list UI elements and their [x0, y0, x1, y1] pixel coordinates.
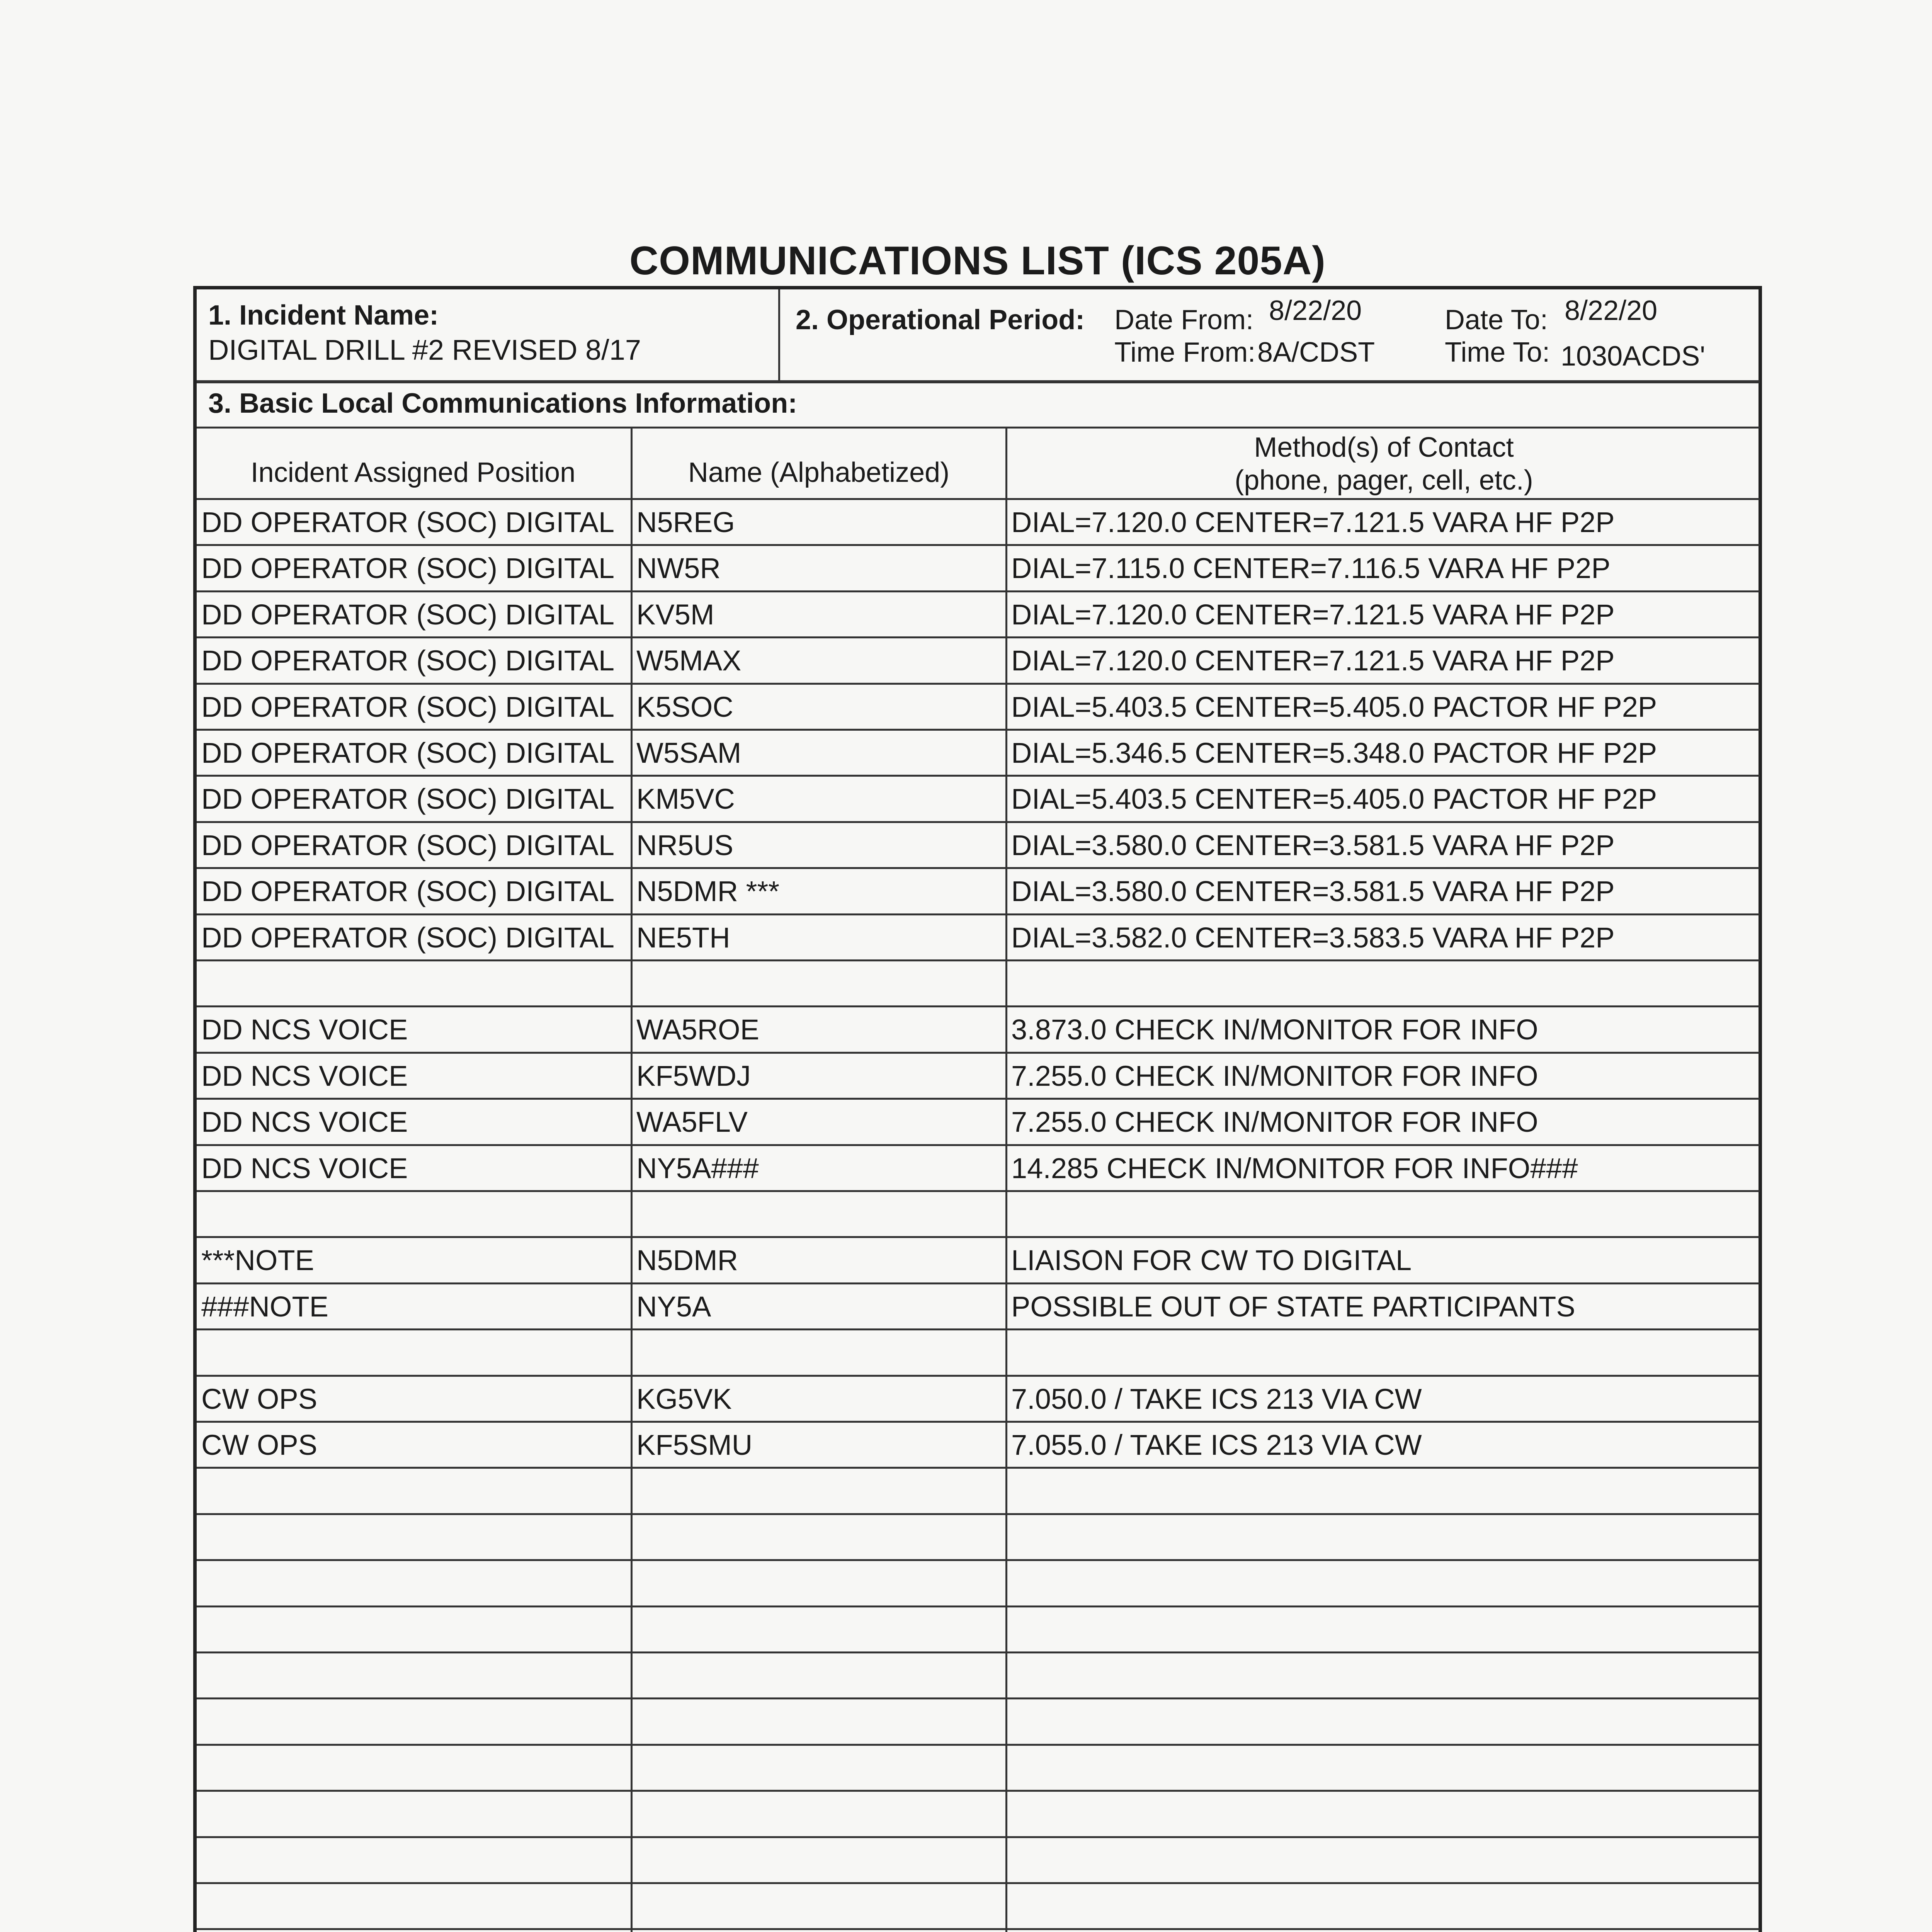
cell-method [1011, 1192, 1757, 1236]
cell-method: DIAL=3.580.0 CENTER=3.581.5 VARA HF P2P [1011, 875, 1615, 908]
col-name-header: Name (Alphabetized) [688, 457, 950, 488]
cell-name: N5DMR *** [636, 875, 780, 908]
cell-method: 7.255.0 CHECK IN/MONITOR FOR INFO [1011, 1060, 1538, 1092]
ics-205a-form [193, 286, 1762, 1932]
cell-method [1011, 1608, 1757, 1652]
row-rule [197, 590, 1760, 592]
row-rule [197, 1052, 1760, 1054]
header-top-rule [197, 427, 1760, 429]
row-rule [197, 1513, 1760, 1515]
cell-method: DIAL=5.346.5 CENTER=5.348.0 PACTOR HF P2P [1011, 737, 1657, 769]
cell-method: 7.255.0 CHECK IN/MONITOR FOR INFO [1011, 1106, 1538, 1138]
cell-position: DD OPERATOR (SOC) DIGITAL [201, 737, 614, 769]
cell-position [201, 1746, 628, 1790]
cell-method [1011, 1746, 1757, 1790]
cell-method: DIAL=7.120.0 CENTER=7.121.5 VARA HF P2P [1011, 506, 1615, 538]
row-rule [197, 1651, 1760, 1653]
col-method-header-2: (phone, pager, cell, etc.) [1235, 465, 1533, 496]
cell-name [636, 1331, 1002, 1375]
row-rule [197, 1697, 1760, 1699]
cell-name: N5REG [636, 506, 735, 538]
cell-name: KV5M [636, 598, 714, 631]
row-rule [197, 683, 1760, 685]
cell-name [636, 1838, 1002, 1883]
incident-name-label: 1. Incident Name: [208, 300, 439, 331]
cell-name: NE5TH [636, 921, 730, 954]
operational-period-label: 2. Operational Period: [796, 304, 1085, 335]
form-title: COMMUNICATIONS LIST (ICS 205A) [629, 238, 1326, 283]
cell-name: WA5FLV [636, 1106, 748, 1138]
cell-name: W5SAM [636, 737, 742, 769]
cell-position [201, 1515, 628, 1560]
cell-position [201, 1930, 628, 1932]
cell-position [201, 1654, 628, 1698]
cell-name: NR5US [636, 829, 733, 861]
row-rule [197, 1744, 1760, 1746]
section-separator [197, 380, 1760, 383]
cell-method: DIAL=7.120.0 CENTER=7.121.5 VARA HF P2P [1011, 645, 1615, 677]
cell-name [636, 1561, 1002, 1605]
date-from-value: 8/22/20 [1269, 295, 1362, 326]
cell-position [201, 1469, 628, 1513]
row-rule [197, 1328, 1760, 1330]
cell-name [636, 1469, 1002, 1513]
row-rule [197, 821, 1760, 823]
cell-position: DD OPERATOR (SOC) DIGITAL [201, 552, 614, 585]
cell-position [201, 1838, 628, 1883]
row-rule [197, 636, 1760, 638]
cell-name [636, 1746, 1002, 1790]
cell-name [636, 1884, 1002, 1929]
row-rule [197, 1928, 1760, 1930]
cell-position [201, 1192, 628, 1236]
cell-position [201, 962, 628, 1006]
cell-name [636, 1192, 1002, 1236]
row-rule [197, 867, 1760, 869]
row-rule [197, 1790, 1760, 1792]
cell-position: DD OPERATOR (SOC) DIGITAL [201, 921, 614, 954]
row-rule [197, 1882, 1760, 1884]
cell-name: N5DMR [636, 1244, 738, 1277]
cell-name: NW5R [636, 552, 721, 585]
row-rule [197, 1005, 1760, 1007]
row-rule [197, 1375, 1760, 1377]
cell-position [201, 1608, 628, 1652]
cell-method [1011, 1654, 1757, 1698]
row-rule [197, 1190, 1760, 1192]
cell-name: KG5VK [636, 1383, 732, 1415]
cell-position: DD OPERATOR (SOC) DIGITAL [201, 783, 614, 815]
cell-name [636, 1515, 1002, 1560]
row-rule [197, 1236, 1760, 1238]
row-rule [197, 1144, 1760, 1146]
cell-name: K5SOC [636, 690, 733, 723]
cell-method [1011, 1884, 1757, 1929]
cell-position: CW OPS [201, 1383, 318, 1415]
col-divider-2 [1005, 427, 1007, 1932]
cell-method: DIAL=5.403.5 CENTER=5.405.0 PACTOR HF P2P [1011, 690, 1657, 723]
cell-method [1011, 1838, 1757, 1883]
cell-position: DD OPERATOR (SOC) DIGITAL [201, 690, 614, 723]
row-rule [197, 1467, 1760, 1469]
cell-method: DIAL=3.582.0 CENTER=3.583.5 VARA HF P2P [1011, 921, 1615, 954]
section-divider [778, 289, 780, 380]
time-from-value: 8A/CDST [1257, 337, 1375, 368]
cell-name [636, 1654, 1002, 1698]
row-rule [197, 544, 1760, 546]
cell-method [1011, 1331, 1757, 1375]
cell-name [636, 1930, 1002, 1932]
cell-position: DD OPERATOR (SOC) DIGITAL [201, 598, 614, 631]
cell-position [201, 1700, 628, 1744]
cell-method: DIAL=3.580.0 CENTER=3.581.5 VARA HF P2P [1011, 829, 1615, 861]
cell-position [201, 1561, 628, 1605]
cell-method: 3.873.0 CHECK IN/MONITOR FOR INFO [1011, 1014, 1538, 1046]
cell-method: POSSIBLE OUT OF STATE PARTICIPANTS [1011, 1290, 1575, 1323]
cell-method [1011, 1561, 1757, 1605]
cell-name: NY5A [636, 1290, 711, 1323]
cell-name: NY5A### [636, 1152, 759, 1184]
cell-position: DD NCS VOICE [201, 1152, 408, 1184]
cell-name: KM5VC [636, 783, 735, 815]
row-rule [197, 775, 1760, 777]
date-to-value: 8/22/20 [1565, 295, 1658, 326]
cell-method [1011, 1469, 1757, 1513]
cell-method: DIAL=7.115.0 CENTER=7.116.5 VARA HF P2P [1011, 552, 1611, 585]
row-rule [197, 1559, 1760, 1561]
cell-position: DD OPERATOR (SOC) DIGITAL [201, 506, 614, 538]
cell-method: DIAL=5.403.5 CENTER=5.405.0 PACTOR HF P2P [1011, 783, 1657, 815]
cell-name [636, 962, 1002, 1006]
row-rule [197, 1605, 1760, 1607]
cell-position [201, 1884, 628, 1929]
time-to-label: Time To: [1445, 337, 1550, 368]
cell-name [636, 1608, 1002, 1652]
row-rule [197, 729, 1760, 731]
cell-method: 7.055.0 / TAKE ICS 213 VIA CW [1011, 1429, 1422, 1461]
time-to-value: 1030ACDS' [1561, 341, 1705, 372]
cell-position: DD OPERATOR (SOC) DIGITAL [201, 875, 614, 908]
cell-position [201, 1331, 628, 1375]
row-rule [197, 1836, 1760, 1838]
cell-method [1011, 1930, 1757, 1932]
cell-position: DD NCS VOICE [201, 1014, 408, 1046]
cell-position: DD OPERATOR (SOC) DIGITAL [201, 829, 614, 861]
cell-method [1011, 962, 1757, 1006]
cell-position: DD OPERATOR (SOC) DIGITAL [201, 645, 614, 677]
section3-label: 3. Basic Local Communications Information: [208, 388, 798, 419]
incident-name-value: DIGITAL DRILL #2 REVISED 8/17 [208, 334, 641, 366]
row-rule [197, 1098, 1760, 1100]
col-position-header: Incident Assigned Position [250, 457, 576, 488]
cell-method: 7.050.0 / TAKE ICS 213 VIA CW [1011, 1383, 1422, 1415]
cell-position: DD NCS VOICE [201, 1060, 408, 1092]
cell-method: 14.285 CHECK IN/MONITOR FOR INFO### [1011, 1152, 1578, 1184]
col-method-header-1: Method(s) of Contact [1254, 432, 1514, 463]
row-rule [197, 959, 1760, 961]
row-rule [197, 1282, 1760, 1284]
cell-name [636, 1792, 1002, 1836]
cell-method [1011, 1515, 1757, 1560]
time-from-label: Time From: [1114, 337, 1256, 368]
row-rule [197, 913, 1760, 915]
cell-method [1011, 1792, 1757, 1836]
cell-name: W5MAX [636, 645, 742, 677]
cell-position: CW OPS [201, 1429, 318, 1461]
cell-position [201, 1792, 628, 1836]
date-to-label: Date To: [1445, 304, 1548, 335]
col-divider-1 [631, 427, 633, 1932]
row-rule [197, 1421, 1760, 1423]
cell-method: DIAL=7.120.0 CENTER=7.121.5 VARA HF P2P [1011, 598, 1615, 631]
cell-method [1011, 1700, 1757, 1744]
row-rule [197, 498, 1760, 500]
cell-method: LIAISON FOR CW TO DIGITAL [1011, 1244, 1412, 1277]
date-from-label: Date From: [1114, 304, 1254, 335]
cell-position: ###NOTE [201, 1290, 329, 1323]
cell-position: ***NOTE [201, 1244, 314, 1277]
cell-position: DD NCS VOICE [201, 1106, 408, 1138]
cell-name: WA5ROE [636, 1014, 759, 1046]
cell-name [636, 1700, 1002, 1744]
cell-name: KF5SMU [636, 1429, 753, 1461]
cell-name: KF5WDJ [636, 1060, 751, 1092]
